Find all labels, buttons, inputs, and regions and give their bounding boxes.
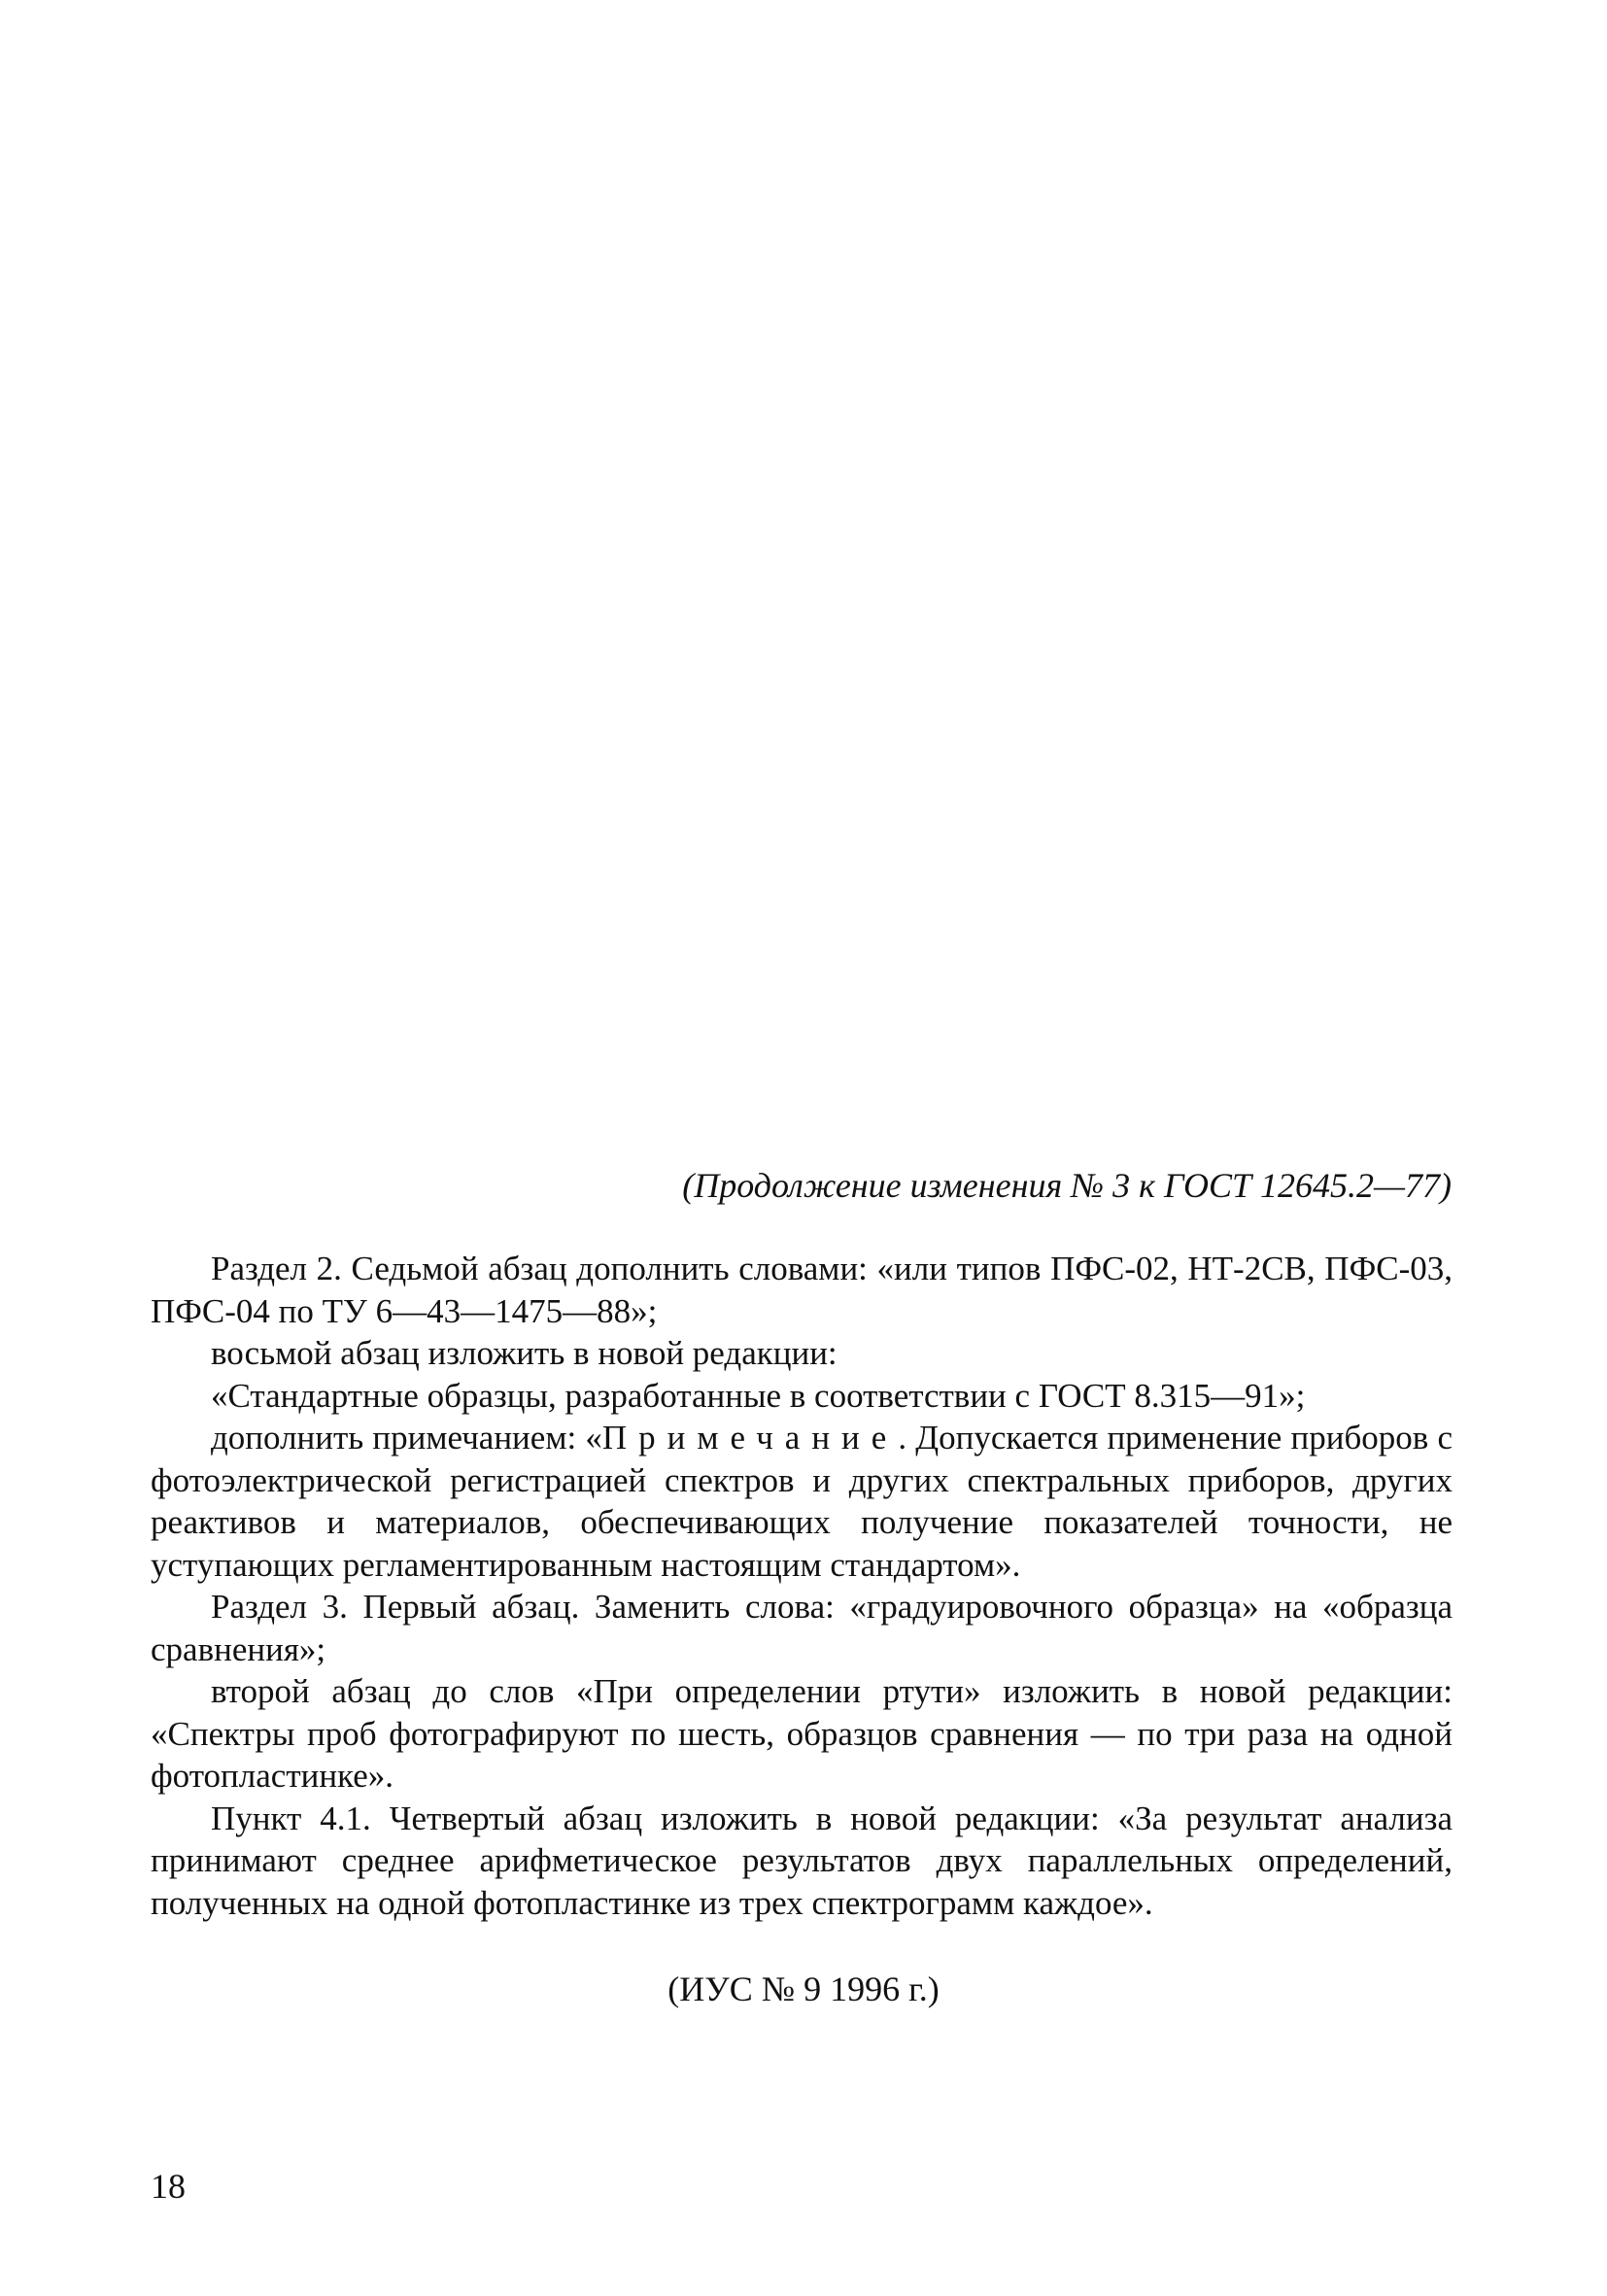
- paragraph-note: [151, 1417, 1453, 1586]
- note-spaced-word: Примечание: [601, 1419, 899, 1456]
- note-rest: . Допускается применение приборов с фотоэлектрической регистрацией спектров и других спектральных приборов, других реактивов и материалов, обеспечивающих получение показателей точности, не уступающих регламентированным настоящим стандартом».: [151, 1419, 1453, 1584]
- paragraph-item-4-1: Пункт 4.1. Четвертый абзац изложить в новой редакции: «За результат анализа принимают среднее арифметическое результатов двух параллельных определений, полученных на одной фотопластинке из трех спектрограмм каждое».: [151, 1799, 1453, 1922]
- paragraph-section-2: Раздел 2. Седьмой абзац дополнить словами: «или типов ПФС-02, НТ-2СВ, ПФС-03, ПФС-04 по ТУ 6—43—1475—88»;: [151, 1250, 1453, 1330]
- note-prefix: дополнить примечанием: «: [211, 1419, 602, 1456]
- paragraph-eighth-abzac: восьмой абзац изложить в новой редакции:: [211, 1334, 838, 1372]
- source-reference: (ИУС № 9 1996 г.): [667, 1970, 940, 2008]
- paragraph-standard-samples: «Стандартные образцы, разработанные в соответствии с ГОСТ 8.315—91»;: [211, 1376, 1306, 1415]
- page-number: 18: [151, 2167, 186, 2206]
- continuation-heading: (Продолжение изменения № 3 к ГОСТ 12645.2—77): [682, 1166, 1452, 1205]
- paragraph-second-abzac: второй абзац до слов «При определении ртути» изложить в новой редакции: «Спектры проб фотографируют по шесть, образцов сравнения — по три раза на одной фотопластинке».: [151, 1672, 1453, 1795]
- amendment-text: [151, 1248, 1453, 1924]
- paragraph-section-3: Раздел 3. Первый абзац. Заменить слова: «градуировочного образца» на «образца сравнения»;: [151, 1588, 1453, 1668]
